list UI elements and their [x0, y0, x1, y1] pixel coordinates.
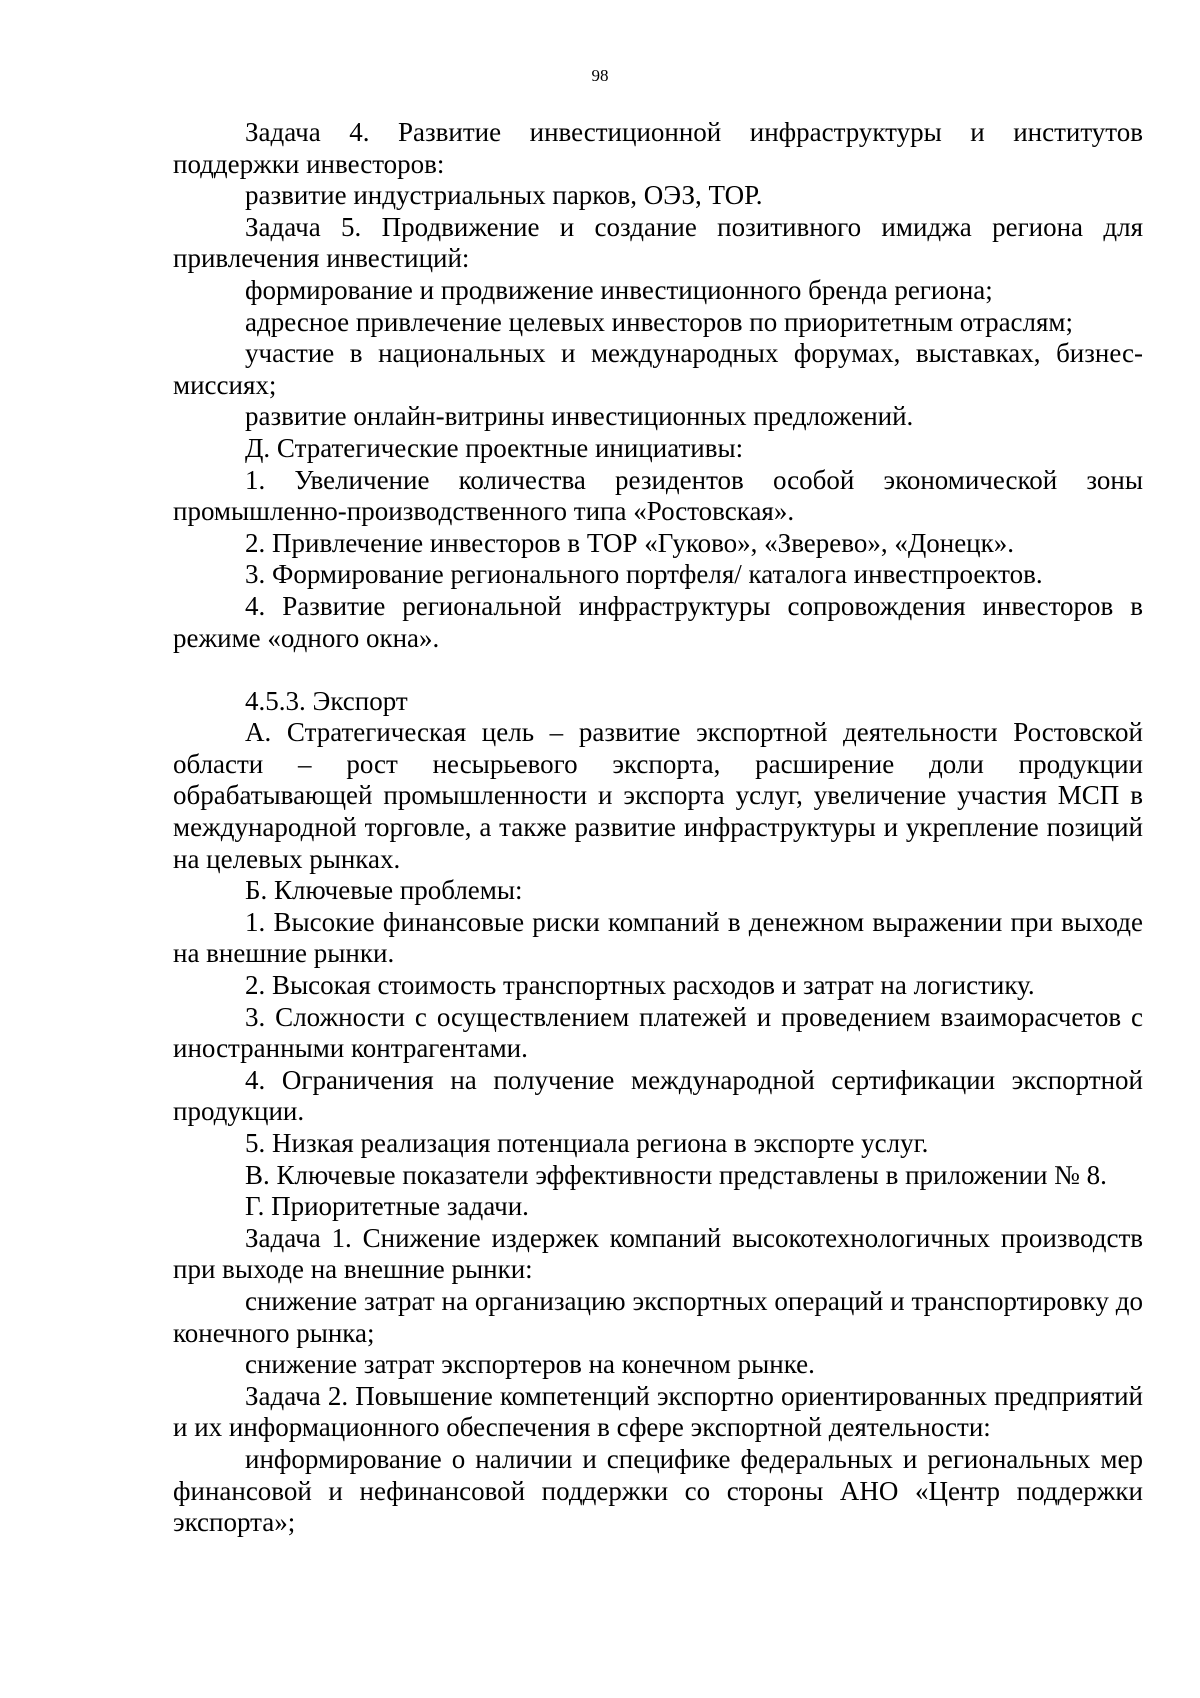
problem-item: 4. Ограничения на получение международной сертификации экспортной продукции.: [173, 1064, 1143, 1127]
export-task-2-item: информирование о наличии и специфике федеральных и региональных мер финансовой и нефинансовой поддержки со стороны АНО «Центр поддержки экспорта»;: [173, 1443, 1143, 1538]
task-5-item: развитие онлайн-витрины инвестиционных предложений.: [245, 401, 914, 432]
initiative-item: 4. Развитие региональной инфраструктуры сопровождения инвесторов в режиме «одного окна».: [173, 590, 1143, 653]
task-5-item: адресное привлечение целевых инвесторов по приоритетным отраслям;: [245, 306, 1074, 337]
key-problems-heading: Б. Ключевые проблемы:: [245, 875, 523, 906]
export-task-1-item: снижение затрат экспортеров на конечном рынке.: [245, 1349, 815, 1380]
task-5-item: формирование и продвижение инвестиционного бренда региона;: [245, 274, 993, 305]
initiative-item: 1. Увеличение количества резидентов особой экономической зоны промышленно-производственного типа «Ростовская».: [173, 464, 1143, 527]
section-d-heading: Д. Стратегические проектные инициативы:: [245, 432, 744, 463]
problem-item: 3. Сложности с осуществлением платежей и проведением взаиморасчетов с иностранными контрагентами.: [173, 1001, 1143, 1064]
export-task-2-heading: Задача 2. Повышение компетенций экспортно ориентированных предприятий и их информационного обеспечения в сфере экспортной деятельности:: [173, 1380, 1143, 1443]
initiative-item: 2. Привлечение инвесторов в ТОР «Гуково», «Зверево», «Донецк».: [245, 527, 1014, 558]
initiative-item: 3. Формирование регионального портфеля/ каталога инвестпроектов.: [245, 559, 1043, 590]
task-4-item: развитие индустриальных парков, ОЭЗ, ТОР.: [245, 180, 763, 211]
strategic-goal: А. Стратегическая цель – развитие экспортной деятельности Ростовской области – рост несырьевого экспорта, расширение доли продукции обрабатывающей промышленности и экспорта услуг, увеличение участия МСП в международной торговле, а также развитие инфраструктуры и укрепление позиций на целевых рынках.: [173, 717, 1143, 874]
kpi-paragraph: В. Ключевые показатели эффективности представлены в приложении № 8.: [245, 1159, 1107, 1190]
task-4-heading: Задача 4. Развитие инвестиционной инфраструктуры и институтов поддержки инвесторов:: [173, 117, 1143, 179]
problem-item: 1. Высокие финансовые риски компаний в денежном выражении при выходе на внешние рынки.: [173, 906, 1143, 969]
task-5-heading: Задача 5. Продвижение и создание позитивного имиджа региона для привлечения инвестиций:: [173, 211, 1143, 274]
document-body: [173, 117, 1143, 1539]
export-task-1-item: снижение затрат на организацию экспортных операций и транспортировку до конечного рынка;: [173, 1285, 1143, 1348]
section-heading-export: 4.5.3. Экспорт: [245, 685, 408, 716]
priority-tasks-heading: Г. Приоритетные задачи.: [245, 1191, 529, 1222]
export-task-1-heading: Задача 1. Снижение издержек компаний высокотехнологичных производств при выходе на внешние рынки:: [173, 1222, 1143, 1285]
page-number: 98: [591, 66, 609, 85]
task-5-item: участие в национальных и международных форумах, выставках, бизнес-миссиях;: [173, 338, 1143, 400]
problem-item: 2. Высокая стоимость транспортных расходов и затрат на логистику.: [245, 970, 1035, 1001]
problem-item: 5. Низкая реализация потенциала региона в экспорте услуг.: [245, 1128, 929, 1158]
